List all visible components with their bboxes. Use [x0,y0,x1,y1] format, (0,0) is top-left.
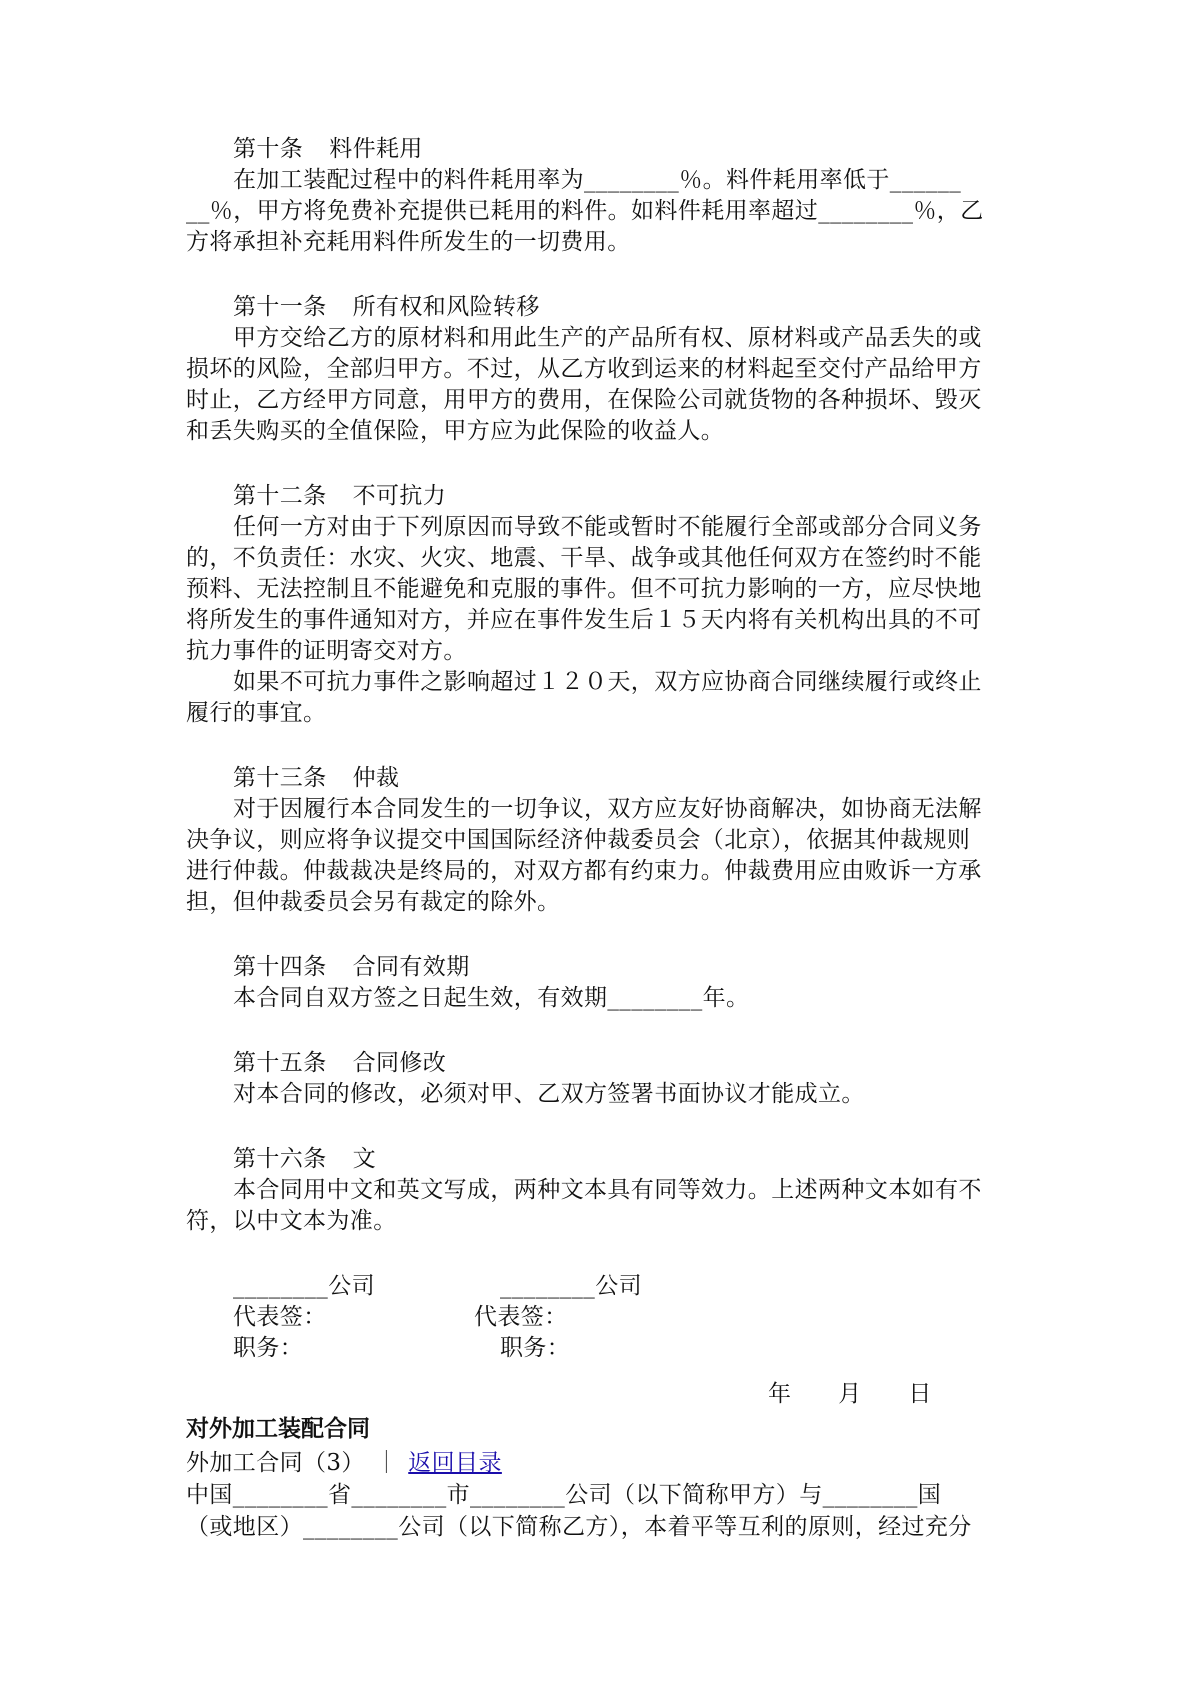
article-title: 料件耗用 [329,136,423,162]
separator: ｜ [374,1450,399,1476]
article-title: 合同修改 [352,1050,447,1076]
back-to-contents-link[interactable]: 返回目录 [408,1450,502,1476]
paragraph-line: 对本合同的修改，必须对甲、乙双方签署书面协议才能成立。 [233,1081,865,1107]
paragraph-line: 履行的事宜。 [186,700,327,726]
article-title: 仲裁 [352,765,400,791]
article-number: 第十二条 [233,483,327,509]
company-right: ________公司 [500,1273,642,1299]
signature-date: 年 月 日 [768,1381,932,1407]
article-15-heading [233,1047,446,1079]
paragraph-line: 和丢失购买的全值保险，甲方应为此保险的收益人。 [186,418,725,444]
paragraph-line: 甲方交给乙方的原材料和用此生产的产品所有权、原材料或产品丢失的或 [233,325,982,351]
article-number: 第十条 [233,136,304,162]
article-16-heading [233,1143,376,1175]
article-title: 所有权和风险转移 [352,294,540,320]
paragraph-line: 任何一方对由于下列原因而导致不能或暂时不能履行全部或部分合同义务 [233,514,982,540]
document-subtitle: 外加工合同（3） [186,1450,365,1476]
article-12-heading [233,480,446,512]
article-number: 第十四条 [233,954,327,980]
paragraph-line: 对于因履行本合同发生的一切争议，双方应友好协商解决，如协商无法解 [233,796,982,822]
paragraph-line: 进行仲裁。仲裁裁决是终局的，对双方都有约束力。仲裁费用应由败诉一方承 [186,858,982,884]
subtitle-row [186,1447,502,1479]
paragraph-line: 担，但仲裁委员会另有裁定的除外。 [186,889,561,915]
representative-left: 代表签： [233,1304,327,1330]
paragraph-line: 中国________省________市________公司（以下简称甲方）与________国 [186,1482,942,1508]
article-14-heading [233,951,470,983]
representative-right: 代表签： [474,1304,568,1330]
paragraph-line: __％，甲方将免费补充提供已耗用的料件。如料件耗用率超过________％，乙 [186,198,984,224]
article-title: 合同有效期 [352,954,470,980]
paragraph-line: 本合同用中文和英文写成，两种文本具有同等效力。上述两种文本如有不 [233,1177,982,1203]
article-title: 不可抗力 [352,483,447,509]
article-number: 第十一条 [233,294,327,320]
paragraph-line: 方将承担补充耗用料件所发生的一切费用。 [186,229,631,255]
document-title: 对外加工装配合同 [186,1416,370,1442]
paragraph-line: 的，不负责任：水灾、火灾、地震、干旱、战争或其他任何双方在签约时不能 [186,545,982,571]
position-left: 职务： [233,1335,304,1361]
article-13-heading [233,762,399,794]
paragraph-line: 决争议，则应将争议提交中国国际经济仲裁委员会（北京），依据其仲裁规则 [186,827,971,853]
paragraph-line: 如果不可抗力事件之影响超过１２０天，双方应协商合同继续履行或终止 [233,669,982,695]
company-left: ________公司 [233,1273,375,1299]
paragraph-line: 抗力事件的证明寄交对方。 [186,638,467,664]
paragraph-line: 时止，乙方经甲方同意，用甲方的费用，在保险公司就货物的各种损坏、毁灭 [186,387,982,413]
paragraph-line: 在加工装配过程中的料件耗用率为________％。料件耗用率低于______ [233,167,962,193]
article-number: 第十五条 [233,1050,327,1076]
article-number: 第十三条 [233,765,327,791]
article-11-heading [233,291,540,323]
paragraph-line: 本合同自双方签之日起生效，有效期________年。 [233,985,750,1011]
article-number: 第十六条 [233,1146,327,1172]
position-right: 职务： [500,1335,571,1361]
paragraph-line: 符，以中文本为准。 [186,1208,397,1234]
article-title: 文 [352,1146,377,1172]
paragraph-line: 将所发生的事件通知对方，并应在事件发生后１５天内将有关机构出具的不可 [186,607,982,633]
article-10-heading [233,133,423,165]
paragraph-line: 损坏的风险，全部归甲方。不过，从乙方收到运来的材料起至交付产品给甲方 [186,356,982,382]
paragraph-line: （或地区）________公司（以下简称乙方），本着平等互利的原则，经过充分 [186,1514,972,1540]
paragraph-line: 预料、无法控制且不能避免和克服的事件。但不可抗力影响的一方，应尽快地 [186,576,982,602]
